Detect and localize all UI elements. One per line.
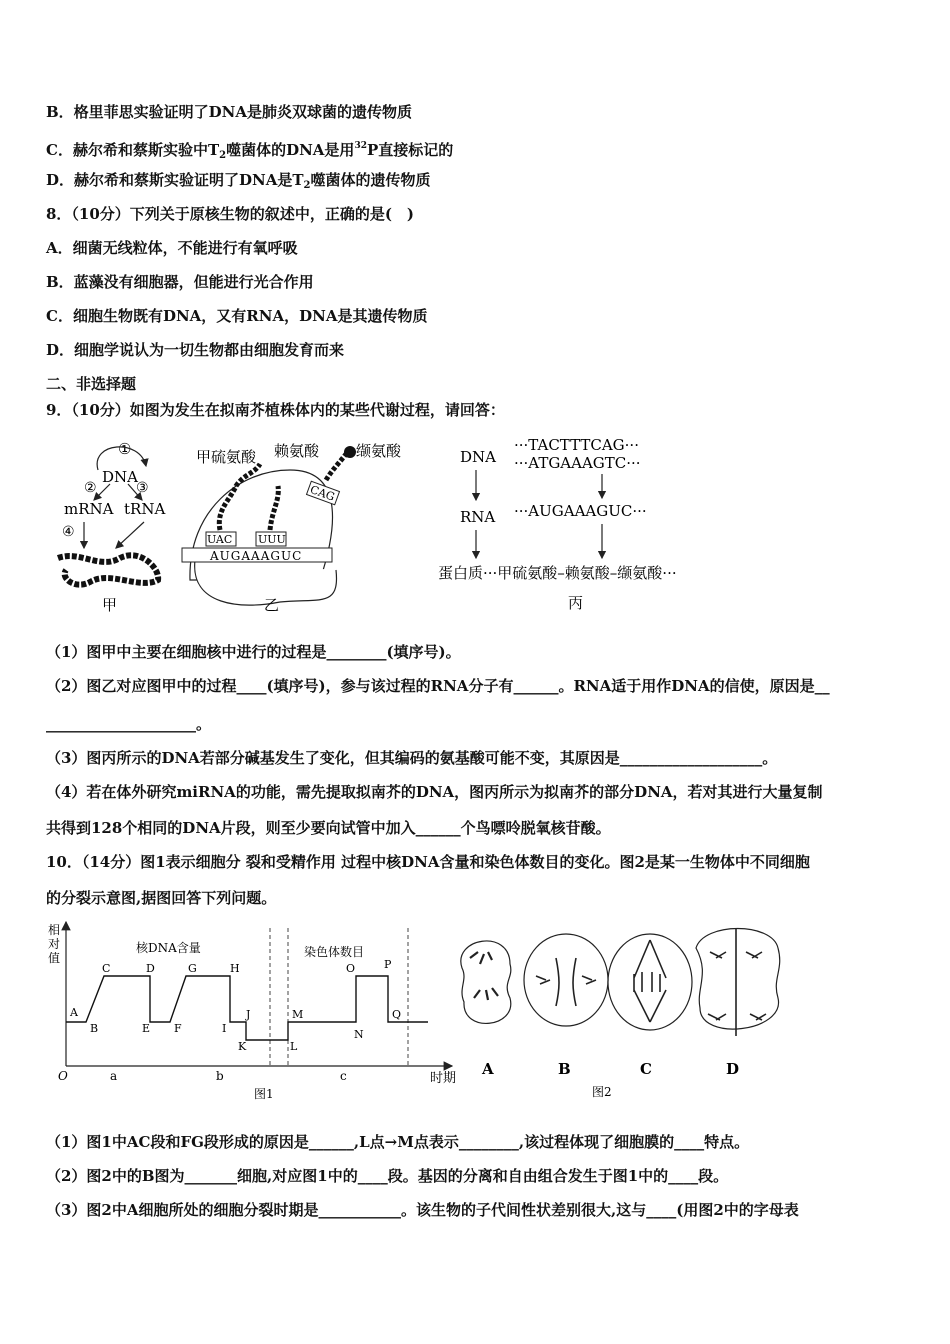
fig2-cell-b: B	[558, 1060, 571, 1078]
jia-trna: tRNA	[124, 500, 166, 518]
yi-label-lys: 赖氨酸	[274, 442, 320, 460]
yi-caption: 乙	[264, 596, 280, 614]
figure-bing	[438, 436, 677, 612]
q9-part-2a: （2）图乙对应图甲中的过程____(填序号)，参与该过程的RNA分子有______。RNA适于用作DNA的信使，原因是__	[46, 677, 830, 695]
fig2-cell-a: A	[482, 1060, 494, 1078]
yi-label-met: 甲硫氨酸	[196, 448, 257, 466]
fig2-cell-labels	[481, 1060, 739, 1078]
yi-codon-2: UUU	[258, 533, 286, 546]
fig1-point-a: A	[70, 1006, 78, 1019]
fig1-point-l: L	[290, 1040, 298, 1053]
jia-dna: DNA	[102, 468, 138, 486]
fig1-label-chrom: 染色体数目	[304, 945, 365, 959]
fig2-caption: 图2	[592, 1085, 612, 1099]
yi-codon-3: CAG	[308, 482, 337, 504]
jia-step-3: ③	[136, 480, 149, 496]
q9-stem: 9．（10分）如图为发生在拟南芥植株体内的某些代谢过程，请回答：	[46, 401, 505, 419]
bing-dna-strand-2: ···ATGAAAGTC···	[514, 454, 641, 472]
figure-2	[461, 928, 780, 1036]
q9-part-2b: ____________________。	[46, 715, 212, 733]
jia-caption: 甲	[102, 596, 118, 614]
fig1-point-n: N	[354, 1028, 364, 1041]
fig1-ylabel-2: 对	[48, 937, 61, 951]
fig1-label-dna: 核DNA含量	[136, 941, 201, 955]
fig1-phase-b: b	[216, 1069, 224, 1083]
fig1-origin: O	[58, 1069, 68, 1083]
fig1-point-e: E	[142, 1022, 151, 1035]
q9-part-3: （3）图丙所示的DNA若部分碱基发生了变化，但其编码的氨基酸可能不变，其原因是___________________。	[46, 749, 778, 767]
q7-option-b: B．格里菲思实验证明了DNA是肺炎双球菌的遗传物质	[46, 103, 413, 121]
jia-step-2: ②	[84, 480, 97, 496]
fig1-caption: 图1	[254, 1087, 274, 1101]
bing-dna-label: DNA	[460, 448, 496, 466]
fig1-point-o: O	[346, 962, 356, 975]
yi-mrna: AUGAAAGUC	[210, 549, 303, 563]
fig1-point-i: I	[222, 1022, 227, 1035]
fig1-point-h: H	[230, 962, 240, 975]
fig1-point-p: P	[384, 958, 392, 971]
jia-step-1: ①	[118, 440, 132, 458]
q8-option-b: B．蓝藻没有细胞器，但能进行光合作用	[46, 273, 314, 291]
q10-part-1: （1）图1中AC段和FG段形成的原因是______,L点→M点表示________,该过程体现了细胞膜的____特点。	[46, 1133, 750, 1151]
fig1-ylabel-1: 相	[48, 923, 61, 937]
jia-mrna: mRNA	[64, 500, 114, 518]
q9-figures	[40, 430, 730, 620]
fig1-point-g: G	[188, 962, 197, 975]
fig1-point-q: Q	[392, 1008, 402, 1021]
fig1-point-k: K	[238, 1040, 247, 1053]
figure-yi	[182, 442, 402, 614]
fig1-xlabel: 时期	[430, 1071, 457, 1086]
q7-option-d: D．赫尔希和蔡斯实验证明了DNA是$T_2$噬菌体的遗传物质	[46, 171, 431, 191]
figure-1	[48, 922, 456, 1101]
fig1-phase-a: a	[110, 1069, 118, 1083]
fig1-point-b: B	[90, 1022, 99, 1035]
q10-stem-b: 的分裂示意图,据图回答下列问题。	[46, 889, 277, 907]
yi-codon-1: UAC	[207, 533, 233, 546]
fig1-point-f: F	[174, 1022, 182, 1035]
bing-rna-label: RNA	[460, 508, 496, 526]
q7-option-c: C．赫尔希和蔡斯实验中$T_2$噬菌体的DNA是用$^{32}$P直接标记的	[46, 141, 454, 161]
fig2-cell-c: C	[640, 1060, 652, 1078]
q8-option-c: C．细胞生物既有DNA，又有RNA，DNA是其遗传物质	[46, 307, 428, 325]
bing-caption: 丙	[568, 594, 584, 612]
bing-rna-seq: ···AUGAAAGUC···	[514, 502, 647, 520]
q8-option-a: A．细菌无线粒体，不能进行有氧呼吸	[46, 239, 298, 257]
q9-part-1: （1）图甲中主要在细胞核中进行的过程是________(填序号)。	[46, 643, 461, 661]
yi-label-val: 缬氨酸	[356, 442, 402, 460]
jia-step-4: ④	[62, 524, 75, 540]
q10-figures	[40, 918, 800, 1108]
fig1-point-d: D	[146, 962, 155, 975]
fig1-phase-c: c	[340, 1069, 347, 1083]
fig1-point-m: M	[292, 1008, 304, 1021]
fig2-cell-d: D	[726, 1060, 740, 1078]
fig1-point-c: C	[102, 962, 111, 975]
fig1-point-j: J	[246, 1008, 251, 1021]
figure-jia	[58, 440, 165, 614]
section-heading: 二、非选择题	[46, 375, 137, 393]
q9-part-4b: 共得到128个相同的DNA片段，则至少要向试管中加入______个鸟嘌呤脱氧核苷酸。	[46, 819, 611, 837]
bing-dna-strand-1: ···TACTTTCAG···	[514, 436, 639, 454]
fig1-ylabel-3: 值	[48, 951, 61, 965]
bing-protein: 蛋白质···甲硫氨酸–赖氨酸–缬氨酸···	[438, 564, 677, 582]
q8-stem: 8．（10分）下列关于原核生物的叙述中，正确的是( )	[46, 205, 415, 223]
q10-part-3: （3）图2中A细胞所处的细胞分裂时期是___________。该生物的子代间性状差别很大,这与____(用图2中的字母表	[46, 1201, 799, 1219]
q10-stem-a: 10．（14分）图1表示细胞分 裂和受精作用 过程中核DNA含量和染色体数目的变化。图2是某一生物体中不同细胞	[46, 853, 810, 871]
q10-part-2: （2）图2中的B图为_______细胞,对应图1中的____段。基因的分离和自由组合发生于图1中的____段。	[46, 1167, 729, 1185]
q9-part-4a: （4）若在体外研究miRNA的功能，需先提取拟南芥的DNA，图丙所示为拟南芥的部分DNA，若对其进行大量复制	[46, 783, 823, 801]
q8-option-d: D．细胞学说认为一切生物都由细胞发育而来	[46, 341, 345, 359]
